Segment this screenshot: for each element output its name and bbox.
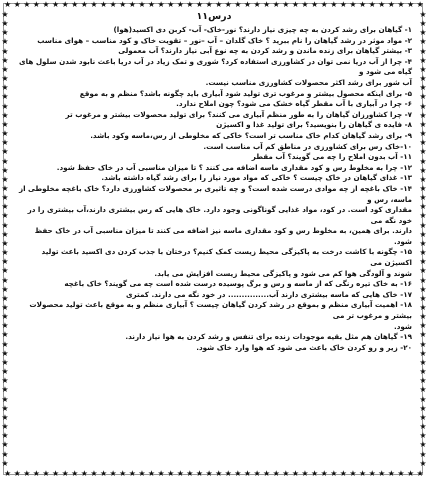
star-icon: ★ xyxy=(1,174,9,184)
star-icon: ★ xyxy=(1,46,9,56)
star-icon: ★ xyxy=(387,0,395,9)
star-border-right xyxy=(418,10,428,468)
star-icon: ★ xyxy=(406,469,415,478)
star-icon: ★ xyxy=(419,37,427,47)
star-icon: ★ xyxy=(419,357,427,367)
star-icon: ★ xyxy=(419,284,427,294)
star-icon: ★ xyxy=(419,156,427,166)
question-line: ۱۹- گیاهان هم مثل بقیه موجودات زنده برای تنفس و رشد کردن به هوا نیاز دارند. xyxy=(125,332,412,342)
star-icon: ★ xyxy=(419,238,427,248)
star-icon: ★ xyxy=(419,193,427,203)
star-icon: ★ xyxy=(138,469,146,478)
star-icon: ★ xyxy=(1,64,9,74)
star-icon: ★ xyxy=(147,0,156,9)
question-line: ۸- فایده ی گیاهان را بنویسید؟ برای تولید غذا و اکسیژن xyxy=(216,120,412,130)
star-icon: ★ xyxy=(1,211,9,221)
question-line: ۴- چرا از آب دریا نمی توان در کشاورزی استفاده کرد؟ شوری و تمک زیاد در آب دریا باعث نابود شدن سلول های گیاه می شود و xyxy=(19,56,412,77)
star-icon: ★ xyxy=(419,83,427,93)
star-icon: ★ xyxy=(301,0,309,9)
star-icon: ★ xyxy=(419,312,427,322)
star-icon: ★ xyxy=(1,183,9,193)
star-icon: ★ xyxy=(419,202,427,212)
star-icon: ★ xyxy=(368,0,376,9)
star-icon: ★ xyxy=(4,469,12,478)
question-line: ۱۷- خاک هایی که ماسه بیشتری دارند آب............... در خود نگه می دارند. کمتری xyxy=(125,289,412,299)
star-icon: ★ xyxy=(1,119,9,129)
star-icon: ★ xyxy=(1,92,9,102)
star-icon: ★ xyxy=(1,449,9,459)
star-icon: ★ xyxy=(23,469,31,478)
star-icon: ★ xyxy=(13,0,21,9)
question-line: ۱۱- آب بدون املاح را چه می گویند؟ آب مقطر xyxy=(251,152,412,162)
star-icon: ★ xyxy=(1,284,9,294)
star-icon: ★ xyxy=(1,10,9,19)
star-border-bottom xyxy=(4,469,424,479)
star-icon: ★ xyxy=(1,312,9,322)
star-icon: ★ xyxy=(1,293,9,303)
star-icon: ★ xyxy=(51,469,60,478)
star-icon: ★ xyxy=(1,156,9,166)
star-icon: ★ xyxy=(419,101,427,111)
star-icon: ★ xyxy=(61,0,69,9)
star-icon: ★ xyxy=(167,0,175,9)
star-icon: ★ xyxy=(186,469,194,478)
star-icon: ★ xyxy=(1,138,9,148)
star-icon: ★ xyxy=(419,275,427,285)
star-icon: ★ xyxy=(419,165,427,175)
star-icon: ★ xyxy=(419,55,427,65)
star-icon: ★ xyxy=(1,458,9,468)
star-icon: ★ xyxy=(419,348,427,358)
star-icon: ★ xyxy=(1,330,9,340)
star-icon: ★ xyxy=(416,469,424,478)
star-icon: ★ xyxy=(157,469,165,478)
star-icon: ★ xyxy=(419,403,427,413)
star-icon: ★ xyxy=(1,348,9,358)
star-icon: ★ xyxy=(263,0,271,9)
question-list xyxy=(16,25,412,353)
star-icon: ★ xyxy=(1,37,9,47)
star-icon: ★ xyxy=(215,0,223,9)
star-icon: ★ xyxy=(419,74,427,84)
star-icon: ★ xyxy=(272,469,280,478)
star-icon: ★ xyxy=(32,0,40,9)
star-icon: ★ xyxy=(1,110,9,120)
star-icon: ★ xyxy=(23,0,31,9)
star-icon: ★ xyxy=(71,0,79,9)
star-icon: ★ xyxy=(282,0,290,9)
star-icon: ★ xyxy=(109,469,117,478)
question-line: مقداری کود است. در کود، مواد غذایی گوناگونی وجود دارد. خاک هایی که رس بیشتری دارند،آب بیشتری را در خود نگه می xyxy=(27,205,412,225)
star-icon: ★ xyxy=(90,0,98,9)
star-icon: ★ xyxy=(1,28,9,38)
star-icon: ★ xyxy=(419,110,427,120)
star-icon: ★ xyxy=(1,367,9,377)
star-icon: ★ xyxy=(282,469,290,478)
question-line: ۲۰- زیر و رو کردن خاک باعث می شود که هوا وارد خاک شود. xyxy=(196,342,412,352)
star-icon: ★ xyxy=(419,367,427,377)
star-icon: ★ xyxy=(1,165,9,175)
star-icon: ★ xyxy=(1,193,9,203)
star-icon: ★ xyxy=(397,469,405,478)
star-icon: ★ xyxy=(1,220,9,230)
star-icon: ★ xyxy=(272,0,280,9)
star-icon: ★ xyxy=(406,0,415,9)
star-icon: ★ xyxy=(419,321,427,331)
star-icon: ★ xyxy=(253,469,261,478)
star-icon: ★ xyxy=(1,357,9,367)
star-icon: ★ xyxy=(419,376,427,386)
star-icon: ★ xyxy=(1,440,9,450)
star-icon: ★ xyxy=(330,0,338,9)
star-icon: ★ xyxy=(224,469,232,478)
star-icon: ★ xyxy=(1,412,9,422)
star-icon: ★ xyxy=(1,321,9,331)
star-icon: ★ xyxy=(195,469,204,478)
star-icon: ★ xyxy=(330,469,338,478)
star-icon: ★ xyxy=(419,440,427,450)
star-icon: ★ xyxy=(349,0,357,9)
star-icon: ★ xyxy=(416,0,424,9)
star-icon: ★ xyxy=(1,55,9,65)
star-border-left xyxy=(0,10,10,468)
star-icon: ★ xyxy=(99,469,108,478)
star-icon: ★ xyxy=(378,469,386,478)
star-icon: ★ xyxy=(205,469,213,478)
star-icon: ★ xyxy=(1,422,9,432)
star-icon: ★ xyxy=(419,458,427,468)
star-icon: ★ xyxy=(99,0,108,9)
star-icon: ★ xyxy=(419,64,427,74)
question-line: ۶- چرا در آبیاری با آب مقطر گیاه خشک می شود؟ چون املاح ندارد. xyxy=(176,99,412,109)
star-icon: ★ xyxy=(320,0,328,9)
question-line: ۲- مواد موثر در رشد گیاهان را نام ببرید ؟ خاک گلدان – آب –نور – تقویت خاک و کود مناسب – هوای مناسب xyxy=(37,35,412,45)
star-icon: ★ xyxy=(1,202,9,212)
star-icon: ★ xyxy=(1,147,9,157)
star-icon: ★ xyxy=(419,449,427,459)
star-icon: ★ xyxy=(311,0,319,9)
star-icon: ★ xyxy=(1,101,9,111)
star-icon: ★ xyxy=(1,19,9,29)
question-line: ۱۲- چرا به مخلوط رس و کود مقداری ماسه اضافه می کنند ؟ تا میزان مناسبی آب در خاک حفظ شود. xyxy=(56,162,412,172)
star-icon: ★ xyxy=(1,229,9,239)
star-icon: ★ xyxy=(1,431,9,441)
star-icon: ★ xyxy=(32,469,40,478)
star-icon: ★ xyxy=(1,303,9,312)
star-icon: ★ xyxy=(419,119,427,129)
star-icon: ★ xyxy=(301,469,309,478)
star-icon: ★ xyxy=(51,0,60,9)
star-icon: ★ xyxy=(358,0,367,9)
star-icon: ★ xyxy=(119,0,127,9)
question-line: دارند. برای همین، به مخلوط رس و کود مقداری ماسه نیز اضافه می کنند تا میزان مناسبی آب در خاک حفظ شود. xyxy=(34,226,412,246)
star-icon: ★ xyxy=(419,339,427,349)
star-icon: ★ xyxy=(419,183,427,193)
star-icon: ★ xyxy=(1,129,9,139)
star-icon: ★ xyxy=(1,376,9,386)
star-icon: ★ xyxy=(61,469,69,478)
star-icon: ★ xyxy=(234,469,242,478)
star-icon: ★ xyxy=(419,92,427,102)
star-icon: ★ xyxy=(397,0,405,9)
star-icon: ★ xyxy=(42,0,50,9)
star-icon: ★ xyxy=(419,266,427,276)
star-icon: ★ xyxy=(1,403,9,413)
star-icon: ★ xyxy=(1,385,9,395)
star-icon: ★ xyxy=(419,293,427,303)
question-line: ۵- برای اینکه محصول بیشتر و مرغوب تری تولید شود آبیاری باید چگونه باشد؟ منظم و به موقع xyxy=(79,88,412,98)
question-line: شود. xyxy=(394,321,412,331)
question-line: ۱۸- اهمیت آبیاری منظم و بموقع در رشد کردن گیاهان چیست ؟ آبیاری منظم و به موقع باعث تولید محصولات بیشتر و مرغوب تر می xyxy=(29,300,412,321)
question-line: ۳- بیشتر گیاهان برای زنده ماندن و رشد کردن به چه نوع آبی نیاز دارند؟ آب معمولی xyxy=(118,46,412,56)
star-icon: ★ xyxy=(224,0,232,9)
star-icon: ★ xyxy=(157,0,165,9)
star-icon: ★ xyxy=(1,394,9,404)
star-icon: ★ xyxy=(243,469,252,478)
star-icon: ★ xyxy=(1,83,9,93)
question-line: شوند و آلودگی هوا کم می شود و پاکیزگی محیط زیست افزایش می یابد. xyxy=(154,268,412,278)
star-icon: ★ xyxy=(42,469,50,478)
star-icon: ★ xyxy=(80,0,88,9)
star-icon: ★ xyxy=(1,266,9,276)
star-icon: ★ xyxy=(311,469,319,478)
star-icon: ★ xyxy=(138,0,146,9)
star-icon: ★ xyxy=(263,469,271,478)
page-title: درس۱۱ xyxy=(196,11,232,22)
star-icon: ★ xyxy=(186,0,194,9)
star-icon: ★ xyxy=(128,469,136,478)
star-icon: ★ xyxy=(339,0,347,9)
star-icon: ★ xyxy=(1,248,9,258)
star-icon: ★ xyxy=(419,422,427,432)
star-icon: ★ xyxy=(339,469,347,478)
star-icon: ★ xyxy=(368,469,376,478)
star-icon: ★ xyxy=(253,0,261,9)
star-icon: ★ xyxy=(419,129,427,139)
star-icon: ★ xyxy=(13,469,21,478)
star-icon: ★ xyxy=(1,275,9,285)
question-line: ۱۶- به خاک تیره رنگی که از ماسه و رس و برگ پوسیده درست شده است چه می گویند؟ خاک باغچه xyxy=(64,279,412,289)
star-icon: ★ xyxy=(176,469,184,478)
star-icon: ★ xyxy=(419,394,427,404)
star-icon: ★ xyxy=(215,469,223,478)
star-icon: ★ xyxy=(419,412,427,422)
star-icon: ★ xyxy=(90,469,98,478)
star-icon: ★ xyxy=(291,469,299,478)
star-icon: ★ xyxy=(378,0,386,9)
question-line: ۷- چرا کشاورزان گیاهان را به طور منظم آبیاری می کنند؟ برای تولید محصولات بیشتر و مرغوب تر xyxy=(65,109,412,119)
star-icon: ★ xyxy=(71,469,79,478)
star-icon: ★ xyxy=(147,469,156,478)
star-icon: ★ xyxy=(320,469,328,478)
star-icon: ★ xyxy=(419,229,427,239)
star-icon: ★ xyxy=(176,0,184,9)
star-icon: ★ xyxy=(419,46,427,56)
star-icon: ★ xyxy=(419,138,427,148)
star-icon: ★ xyxy=(419,330,427,340)
question-line: ۱- گیاهان برای رشد کردن به چه چیزی نیاز دارند؟ نور-خاک- آب- کربن دی اکسید(هوا) xyxy=(113,25,412,34)
star-icon: ★ xyxy=(419,220,427,230)
star-icon: ★ xyxy=(167,469,175,478)
star-icon: ★ xyxy=(4,0,12,9)
star-icon: ★ xyxy=(387,469,395,478)
question-line: ۹- برای رشد گیاهان کدام خاک مناسب تر است؟ خاکی که مخلوطی از رس،ماسه وکود باشد. xyxy=(90,130,412,140)
star-icon: ★ xyxy=(349,469,357,478)
star-icon: ★ xyxy=(1,74,9,84)
star-icon: ★ xyxy=(195,0,204,9)
star-icon: ★ xyxy=(419,303,427,312)
question-line: آب شور برای رشد اکثر محصولات کشاورزی مناسب نیست. xyxy=(205,77,412,87)
question-line: ۱۰-خاک رس برای کشاورزی در مناطق کم آب مناسب است. xyxy=(203,141,412,151)
star-icon: ★ xyxy=(1,257,9,267)
question-line: ۱۴- خاک باغچه از چه موادی درست شده است؟ و چه تاثیری بر محصولات کشاورزی دارد؟ خاک باغچه مخلوطی از ماسه، رس و xyxy=(18,183,412,204)
star-icon: ★ xyxy=(419,174,427,184)
star-icon: ★ xyxy=(419,248,427,258)
star-icon: ★ xyxy=(358,469,367,478)
star-icon: ★ xyxy=(419,10,427,19)
star-icon: ★ xyxy=(1,238,9,248)
star-icon: ★ xyxy=(419,147,427,157)
star-icon: ★ xyxy=(205,0,213,9)
star-icon: ★ xyxy=(419,257,427,267)
question-line: ۱۳- غذای گیاهان در خاک چیست ؟ خاکی که مواد مورد نیاز را برای رشد گیاه داشته باشد. xyxy=(101,173,412,183)
star-icon: ★ xyxy=(291,0,299,9)
star-border-top xyxy=(4,0,424,10)
star-icon: ★ xyxy=(234,0,242,9)
star-icon: ★ xyxy=(419,385,427,395)
star-icon: ★ xyxy=(80,469,88,478)
star-icon: ★ xyxy=(119,469,127,478)
star-icon: ★ xyxy=(1,339,9,349)
star-icon: ★ xyxy=(419,19,427,29)
star-icon: ★ xyxy=(419,431,427,441)
star-icon: ★ xyxy=(419,28,427,38)
star-icon: ★ xyxy=(419,211,427,221)
question-line: ۱۵- چگونه با کاشت درخت به پاکیزگی محیط زیست کمک کنیم؟ درختان با جذب کردن دی اکسید باعث تولید اکسیژن می xyxy=(41,247,412,268)
star-icon: ★ xyxy=(243,0,252,9)
star-icon: ★ xyxy=(109,0,117,9)
star-icon: ★ xyxy=(128,0,136,9)
